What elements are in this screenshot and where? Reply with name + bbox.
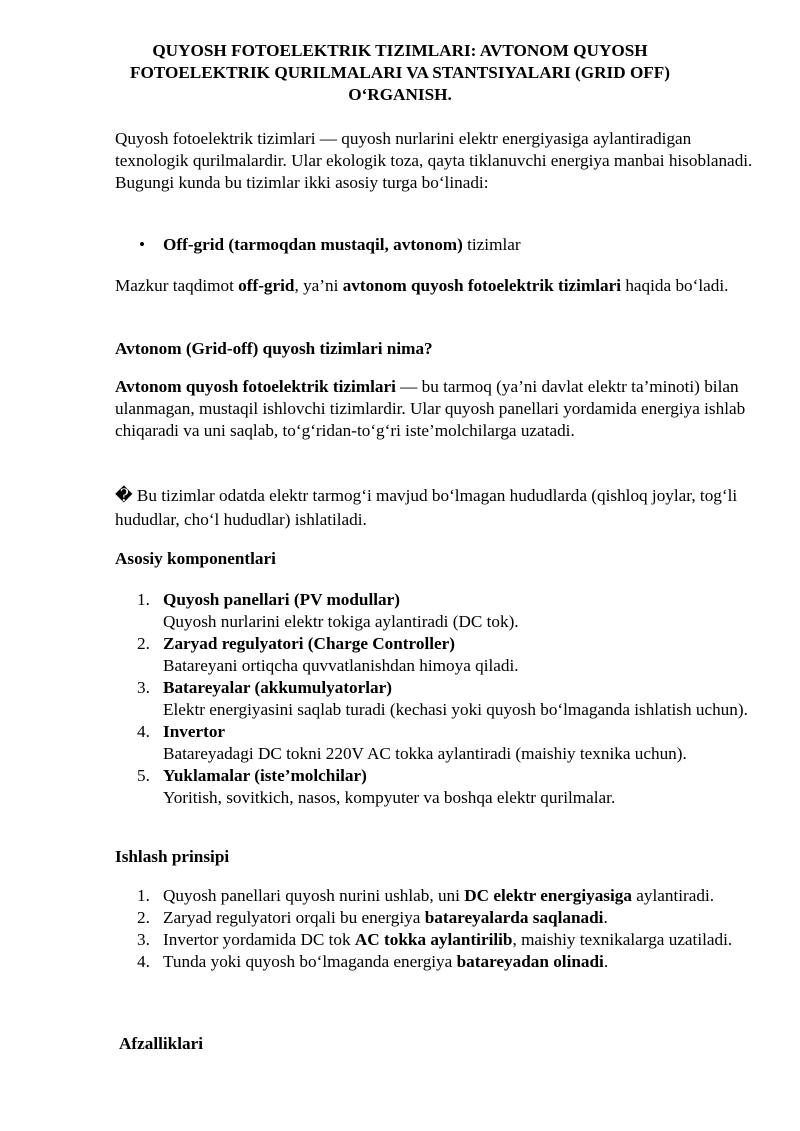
off-grid-label: Off-grid (tarmoqdan mustaqil, avtonom) [163, 235, 463, 254]
step-text: . [603, 952, 609, 971]
step-bold: AC tokka aylantirilib [354, 930, 513, 949]
list-item [115, 721, 755, 765]
definition-paragraph [115, 376, 755, 442]
step-text: . [603, 908, 608, 927]
list-number: 4. [137, 722, 150, 741]
document-title: QUYOSH FOTOELEKTRIK TIZIMLARI: AVTONOM QUYOSH FOTOELEKTRIK QURILMALARI VA STANTSIYALARI (GRID OFF) O‘RGANISH. [129, 41, 671, 104]
component-name: Invertor [163, 722, 226, 741]
text-run: , ya’ni [294, 276, 343, 295]
text-run: haqida bo‘ladi. [621, 276, 729, 295]
step-text: Invertor yordamida DC tok [163, 930, 355, 949]
step-bold: DC elektr energiyasiga [464, 886, 632, 905]
list-number: 3. [137, 930, 150, 949]
list-item [115, 929, 755, 951]
step-text: , maishiy texnikalarga uzatiladi. [512, 930, 733, 949]
list-number: 2. [137, 908, 150, 927]
list-item [115, 234, 755, 256]
list-item [115, 907, 755, 929]
missing-glyph-icon: � [115, 486, 133, 505]
step-text: aylantiradi. [631, 886, 715, 905]
list-number: 1. [137, 590, 150, 609]
list-item [115, 677, 755, 721]
component-name: Zaryad regulyatori (Charge Controller) [163, 634, 455, 653]
list-number: 4. [137, 952, 150, 971]
components-list [115, 589, 755, 809]
step-bold: batareyalarda saqlanadi [424, 908, 604, 927]
bold-run: off-grid [238, 276, 295, 295]
bullet-marker: • [139, 235, 146, 254]
list-item [115, 633, 755, 677]
principle-steps-list [115, 885, 755, 973]
component-name: Quyosh panellari (PV modullar) [163, 590, 400, 609]
component-description: Batareyani ortiqcha quvvatlanishdan himoya qiladi. [163, 656, 519, 675]
presentation-paragraph [115, 275, 755, 297]
section-heading-components: Asosiy komponentlari [115, 549, 276, 568]
intro-paragraph: Quyosh fotoelektrik tizimlari — quyosh nurlarini elektr energiyasiga aylantiradigan texnologik qurilmalardir. Ular ekologik toza, qayta tiklanuvchi energiya manbai hisoblanadi. Bugungi kunda bu tizimlar ikki asosiy turga bo‘linadi: [115, 129, 753, 192]
component-name: Batareyalar (akkumulyatorlar) [163, 678, 392, 697]
list-number: 3. [137, 678, 150, 697]
list-number: 2. [137, 634, 150, 653]
list-item [115, 765, 755, 809]
list-item [115, 885, 755, 907]
bold-run: avtonom quyosh fotoelektrik tizimlari [342, 276, 622, 295]
section-heading-what: Avtonom (Grid-off) quyosh tizimlari nima? [115, 339, 433, 358]
text-run: Mazkur taqdimot [115, 276, 239, 295]
step-bold: batareyadan olinadi [456, 952, 604, 971]
component-name: Yuklamalar (iste’molchilar) [163, 766, 367, 785]
component-description: Quyosh nurlarini elektr tokiga aylantiradi (DC tok). [163, 612, 519, 631]
component-description: Yoritish, sovitkich, nasos, kompyuter va boshqa elektr qurilmalar. [163, 788, 616, 807]
step-text: Tunda yoki quyosh bo‘lmaganda energiya [163, 952, 457, 971]
list-item [115, 951, 755, 973]
section-heading-principle: Ishlash prinsipi [115, 847, 230, 866]
component-description: Elektr energiyasini saqlab turadi (kechasi yoki quyosh bo‘lmaganda ishlatish uchun). [163, 700, 748, 719]
definition-text: — bu tarmoq (ya’ni davlat elektr ta’minoti) bilan ulanmagan, mustaqil ishlovchi tizimlardir. Ular quyosh panellari yordamida energiya ishlab chiqaradi va uni saqlab, to‘g‘ridan-to‘g‘ri iste’molchilarga uzatadi. [115, 377, 746, 440]
list-item [115, 589, 755, 633]
definition-term: Avtonom quyosh fotoelektrik tizimlari [115, 377, 396, 396]
list-number: 1. [137, 886, 150, 905]
step-text: Zaryad regulyatori orqali bu energiya [163, 908, 425, 927]
component-description: Batareyadagi DC tokni 220V AC tokka aylantiradi (maishiy texnika uchun). [163, 744, 687, 763]
system-types-list [115, 234, 755, 256]
usage-note-text: Bu tizimlar odatda elektr tarmog‘i mavjud bo‘lmagan hududlarda (qishloq joylar, tog‘li hududlar, cho‘l hududlar) ishlatiladi. [115, 486, 738, 529]
step-text: Quyosh panellari quyosh nurini ushlab, uni [163, 886, 465, 905]
usage-note-paragraph [115, 484, 755, 532]
list-number: 5. [137, 766, 150, 785]
off-grid-suffix: tizimlar [462, 235, 521, 254]
section-heading-advantages: Afzalliklari [119, 1034, 204, 1053]
